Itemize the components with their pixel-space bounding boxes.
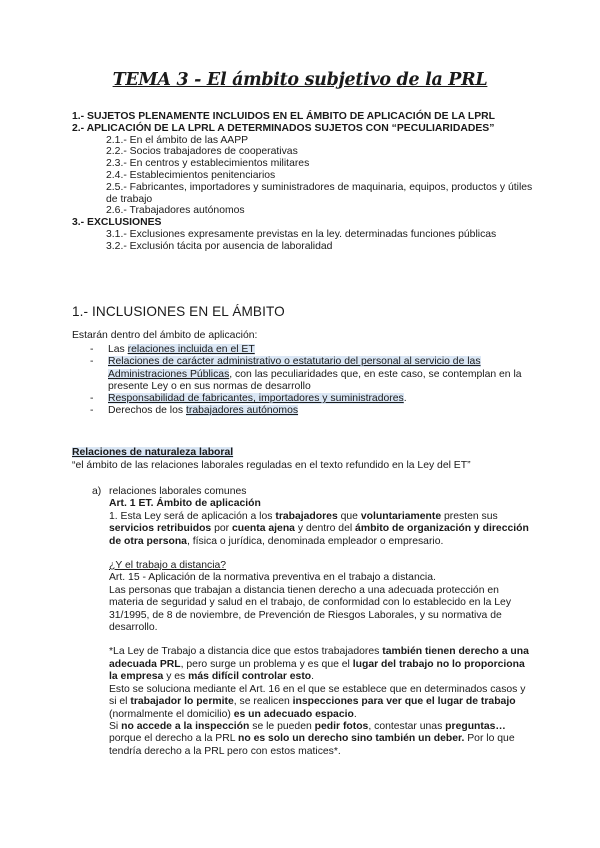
link-administraciones-publicas[interactable]: Relaciones de carácter administrativo o estatutario del personal al servicio de las Administraciones Públicas: [108, 356, 481, 380]
toc-item: 2.5.- Fabricantes, importadores y suministradores de maquinaria, equipos, productos y útiles de trabajo: [106, 181, 533, 205]
note-paragraph: *La Ley de Trabajo a distancia dice que estos trabajadores también tienen derecho a una adecuada PRL, pero surge un problema y es que el lugar del trabajo no lo proporciona la empresa y es más difícil controlar esto.: [109, 646, 529, 683]
table-of-contents: [72, 111, 542, 253]
note-paragraph: Si no accede a la inspección se le pueden pedir fotos, contestar unas preguntas… porque el derecho a la PRL no es solo un derecho sino también un deber. Por lo que tendría derecho a la PRL pero con estos matices*.: [109, 720, 515, 757]
definition-quote: “el ámbito de las relaciones laborales reguladas en el texto refundido en la Ley del ET”: [72, 460, 471, 471]
section-heading: 1.- INCLUSIONES EN EL ÁMBITO: [72, 304, 285, 319]
relaciones-heading[interactable]: Relaciones de naturaleza laboral: [72, 447, 234, 458]
art15-title: Art. 15 - Aplicación de la normativa preventiva en el trabajo a distancia.: [109, 572, 436, 584]
item-a-title: relaciones laborales comunes: [109, 486, 247, 497]
distance-question: ¿Y el trabajo a distancia?: [109, 560, 227, 572]
bullet-dash: -: [90, 405, 94, 417]
intro-text: Estarán dentro del ámbito de aplicación:: [72, 330, 258, 341]
subsection-heading[interactable]: [72, 447, 233, 458]
list-item: [72, 344, 532, 356]
link-responsabilidad-fabricantes[interactable]: Responsabilidad de fabricantes, importadores y suministradores: [108, 393, 404, 405]
item-text: Derechos de los: [108, 405, 186, 417]
list-item: [72, 393, 532, 405]
inclusion-list: [72, 344, 532, 417]
bullet-dash: -: [90, 356, 94, 368]
list-item: [72, 356, 532, 393]
list-item: [72, 405, 532, 417]
toc-section-2: 2.- APLICACIÓN DE LA LPRL A DETERMINADOS SUJETOS CON “PECULIARIDADES”: [72, 122, 495, 134]
toc-section-3: 3.- EXCLUSIONES: [72, 217, 162, 229]
note-paragraph: Esto se soluciona mediante el Art. 16 en el que se establece que en determinados casos y si el trabajador lo permite, se realicen inspecciones para ver que el lugar de trabajo (normalmente el domicilio) es un adecuado espacio.: [109, 683, 526, 720]
section-intro: [72, 330, 532, 417]
toc-item: 2.6.- Trabajadores autónomos: [106, 205, 245, 217]
item-text: , con las peculiaridades que, en este caso, se contemplan en la presente Ley o en sus normas de desarrollo: [108, 368, 522, 392]
toc-item: 2.2.- Socios trabajadores de cooperativas: [106, 146, 298, 158]
art15-text: Las personas que trabajan a distancia tienen derecho a una adecuada protección en materia de seguridad y salud en el trabajo, de conformidad con lo establecido en la Ley 31/1995, de 8 de noviembre, de Prevención de Riesgos Laborales, y su normativa de desarrollo.: [109, 584, 512, 634]
art1-text: 1. Esta Ley será de aplicación a los trabajadores que voluntariamente presten sus servicios retribuidos por cuenta ajena y dentro del ámbito de organización y dirección de otra persona, física o jurídica, denominada empleador o empresario.: [109, 510, 529, 547]
item-text: Las: [108, 344, 128, 356]
toc-item: 2.4.- Establecimientos penitenciarios: [106, 169, 276, 181]
art1-title: Art. 1 ET. Ámbito de aplicación: [109, 498, 261, 510]
link-trabajadores-autonomos[interactable]: trabajadores autónomos: [185, 405, 299, 417]
toc-section-1: 1.- SUJETOS PLENAMENTE INCLUIDOS EN EL ÁMBITO DE APLICACIÓN DE LA LPRL: [72, 111, 495, 122]
toc-item: 3.1.- Exclusiones expresamente previstas en la ley. determinadas funciones públicas: [106, 228, 497, 240]
item-label: a): [92, 486, 102, 497]
bullet-dash: -: [90, 344, 94, 356]
art1-block: [92, 498, 532, 758]
toc-item: 2.3.- En centros y establecimientos militares: [106, 158, 310, 170]
toc-item: 2.1.- En el ámbito de las AAPP: [106, 134, 249, 146]
item-text: .: [403, 393, 407, 405]
page-title: TEMA 3 - El ámbito subjetivo de la PRL: [112, 70, 488, 90]
item-a: [92, 486, 532, 498]
link-relaciones-et[interactable]: relaciones incluida en el ET: [127, 344, 255, 356]
toc-item: 3.2.- Exclusión tácita por ausencia de laboralidad: [106, 240, 333, 252]
relaciones-block: [92, 486, 532, 758]
bullet-dash: -: [90, 393, 94, 405]
